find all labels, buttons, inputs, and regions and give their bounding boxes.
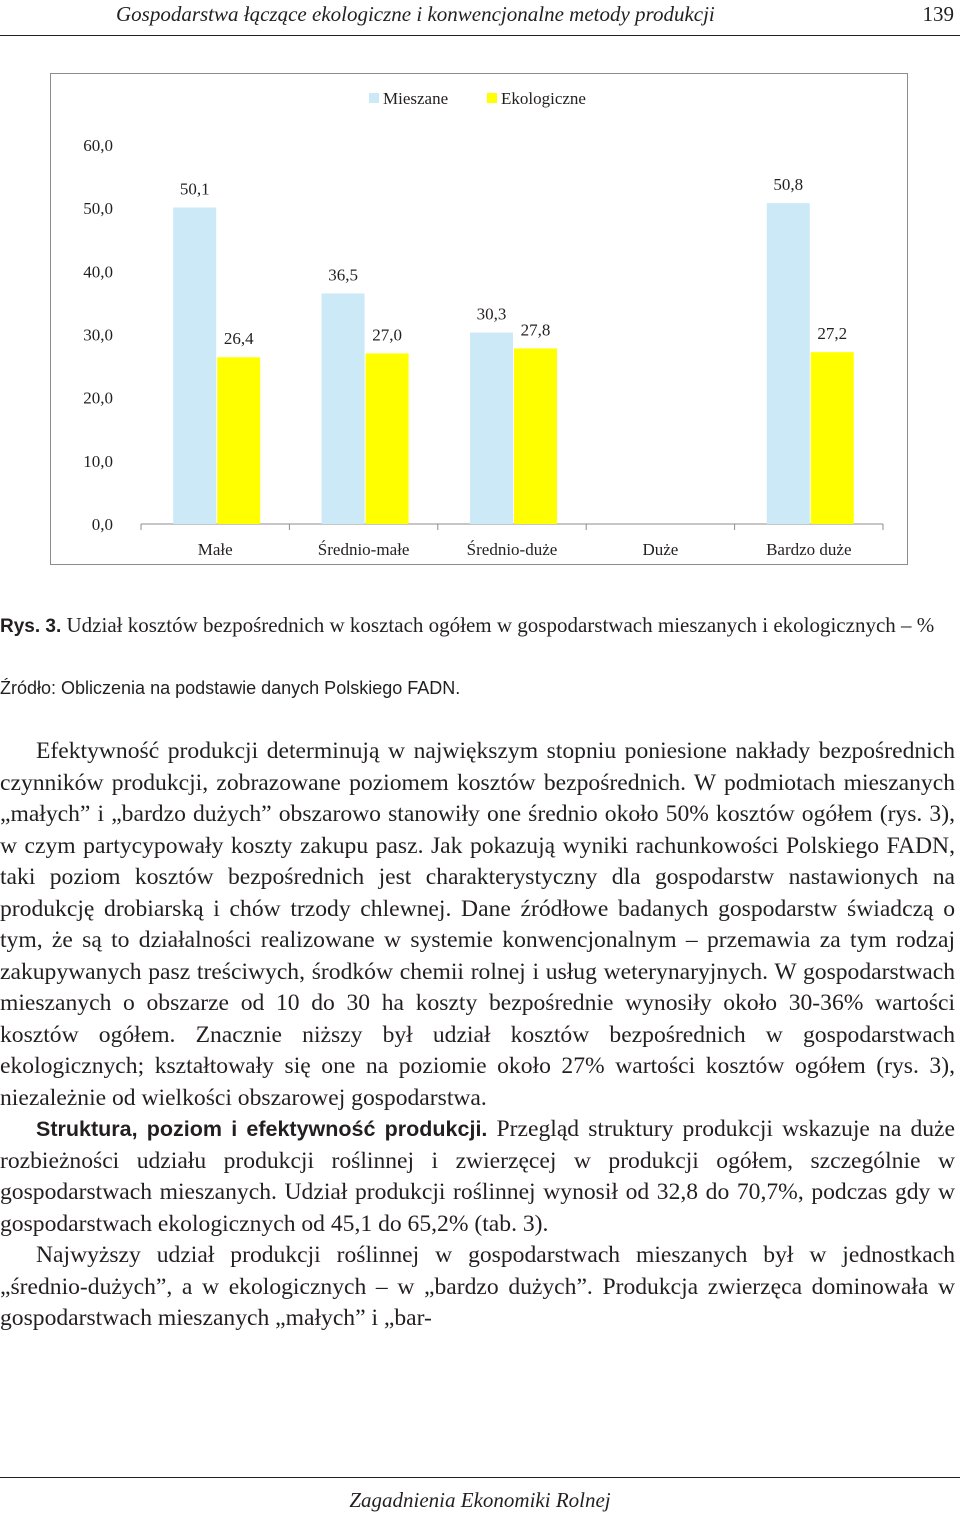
running-title: Gospodarstwa łączące ekologiczne i konwencjonalne metody produkcji	[116, 2, 715, 26]
bar-mieszane	[767, 203, 810, 524]
chart-frame	[50, 73, 908, 565]
x-tick-label: Średnio-małe	[317, 540, 410, 559]
x-tick-label: Małe	[197, 540, 233, 559]
x-tick-label: Bardzo duże	[766, 540, 852, 559]
page-header	[0, 0, 960, 36]
bar-ekologiczne	[217, 357, 260, 524]
x-tick-label: Duże	[642, 540, 679, 559]
data-label: 30,3	[476, 304, 507, 324]
data-label: 26,4	[223, 329, 254, 349]
footer-rule	[0, 1477, 960, 1478]
y-tick-label: 40,0	[83, 262, 113, 282]
section-heading: Struktura, poziom i efektywność produkcji.	[36, 1117, 488, 1141]
x-tick-label: Średnio-duże	[466, 540, 558, 559]
caption-label: Rys. 3.	[0, 616, 62, 637]
figure-caption	[0, 610, 960, 642]
paragraph-2-text: Przegląd struktury produkcji wskazuje na duże rozbieżności udziału produkcji roślinnej i zwierzęcej w produkcji ogółem, szczególnie w gospodarstwach mieszanych. Udział produkcji roślinnej wynosił od 32,8 do 70,7%, podczas gdy w gospodarstwach ekologicznych od 45,1 do 65,2% (tab. 3).	[0, 1116, 955, 1237]
y-tick-label: 30,0	[83, 325, 113, 345]
bar-mieszane	[470, 333, 513, 524]
legend-swatch	[487, 93, 497, 103]
legend-swatch	[369, 93, 379, 103]
journal-name: Zagadnienia Ekonomiki Rolnej	[349, 1488, 611, 1512]
data-label: 27,8	[520, 320, 551, 340]
y-tick-label: 60,0	[83, 136, 113, 155]
caption-text: Udział kosztów bezpośrednich w kosztach ogółem w gospodarstwach mieszanych i ekologicznych – %	[66, 613, 935, 637]
data-label: 27,2	[817, 324, 848, 344]
legend-label: Ekologiczne	[501, 89, 586, 108]
paragraph-1: Efektywność produkcji determinują w największym stopniu poniesione nakłady bezpośrednich czynników produkcji, zobrazowane poziomem kosztów bezpośrednich. W podmiotach mieszanych „małych” i „bardzo dużych” obszarowo stanowiły one średnio około 50% kosztów ogółem (rys. 3), w czym partycypowały koszty zakupu pasz. Jak pokazują wyniki rachunkowości Polskiego FADN, taki poziom kosztów bezpośrednich jest charakterystyczny dla gospodarstw nastawionych na produkcję drobiarską i chów trzody chlewnej. Dane źródłowe badanych gospodarstw świadczą o tym, że są to działalności realizowane w systemie konwencjonalnym – przemawia za tym rodzaj zakupywanych pasz treściwych, środków chemii rolnej i usług weterynaryjnych. W gospodarstwach mieszanych o obszarze od 10 do 30 ha koszty bezpośrednie wynosiły około 30-36% wartości kosztów ogółem. Znacznie niższy był udział kosztów bezpośrednich w gospodarstwach ekologicznych; kształtowały się one na poziomie około 27% wartości kosztów ogółem (rys. 3), niezależnie od wielkości obszarowej gospodarstwa.	[0, 738, 955, 1111]
bar-ekologiczne	[811, 352, 854, 524]
header-rule	[0, 35, 960, 36]
paragraph-2	[0, 1114, 955, 1240]
data-label: 50,8	[773, 175, 804, 195]
data-label: 27,0	[372, 325, 402, 345]
data-label: 36,5	[328, 265, 358, 285]
bar-ekologiczne	[366, 353, 409, 524]
data-label: 50,1	[179, 179, 210, 199]
y-tick-label: 10,0	[83, 451, 113, 471]
figure-source: Źródło: Obliczenia na podstawie danych Polskiego FADN.	[0, 678, 461, 698]
bar-mieszane	[322, 293, 365, 524]
paragraph-3: Najwyższy udział produkcji roślinnej w gospodarstwach mieszanych był w jednostkach „średnio-dużych”, a w ekologicznych – w „bardzo dużych”. Produkcja zwierzęca dominowała w gospodarstwach mieszanych „małych” i „bar-	[0, 1242, 955, 1331]
bar-ekologiczne	[514, 348, 557, 524]
y-tick-label: 0,0	[91, 515, 113, 534]
body-text	[0, 736, 955, 1335]
page-number: 139	[922, 2, 954, 26]
y-tick-label: 50,0	[83, 199, 113, 219]
bar-chart	[51, 74, 909, 566]
legend-label: Mieszane	[383, 89, 449, 108]
y-tick-label: 20,0	[83, 388, 113, 408]
bar-mieszane	[173, 208, 216, 524]
